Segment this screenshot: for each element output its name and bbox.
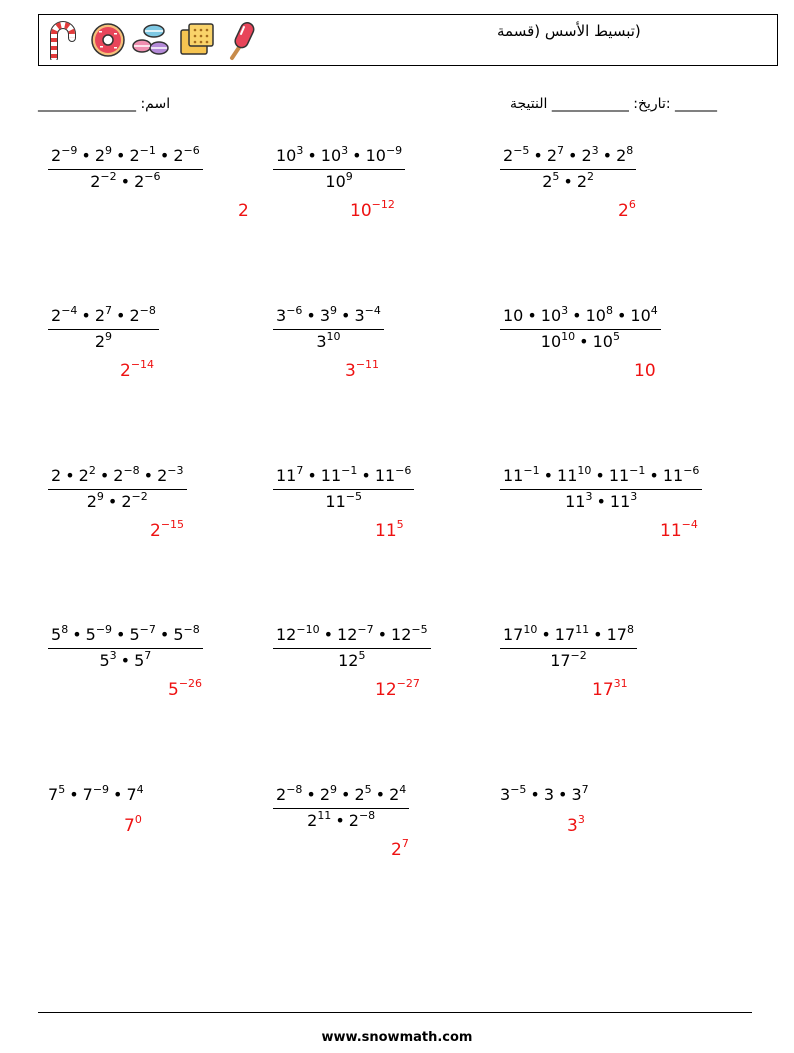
answer-8: $11^5$ <box>375 518 404 541</box>
popsicle-icon <box>226 20 260 62</box>
numerator <box>48 146 203 169</box>
problem-11 <box>273 625 431 670</box>
answer-15: $3^3$ <box>567 813 585 836</box>
power-term: $2^9$ <box>94 330 113 351</box>
answer-3: $2^6$ <box>618 198 636 221</box>
power-term: $12^{-10}$ <box>276 623 320 644</box>
multiply-dot: • <box>120 172 131 191</box>
multiply-dot: • <box>81 306 91 325</box>
footer-divider <box>38 1012 752 1013</box>
power-term: $11^{-6}$ <box>662 464 700 485</box>
power-term: $2^{-8}$ <box>348 809 376 830</box>
power-term: $2^2$ <box>78 464 96 485</box>
numerator <box>273 785 409 808</box>
multiply-dot: • <box>69 785 79 804</box>
power-term: $17^{10}$ <box>503 623 538 644</box>
candy-cane-icon <box>44 20 78 60</box>
problem-10 <box>48 625 203 670</box>
expression <box>48 785 144 804</box>
power-term: $11^7$ <box>276 464 304 485</box>
power-term: $10^9$ <box>325 170 353 191</box>
problem-7 <box>48 466 187 511</box>
power-term: $3^7$ <box>571 783 589 804</box>
fraction <box>48 625 203 670</box>
numerator <box>273 146 405 169</box>
power-term: $10^{-9}$ <box>365 144 403 165</box>
macarons-icon <box>132 20 170 60</box>
power-term: $2^9$ <box>94 144 113 165</box>
multiply-dot: • <box>377 625 388 644</box>
multiply-dot: • <box>375 785 386 804</box>
denominator <box>500 169 636 191</box>
multiply-dot: • <box>323 625 334 644</box>
power-term: $7^{-9}$ <box>82 783 110 804</box>
multiply-dot: • <box>159 625 170 644</box>
power-term: $10^5$ <box>592 330 620 351</box>
donut-icon <box>90 20 126 60</box>
problem-9 <box>500 466 702 511</box>
numerator <box>273 306 384 329</box>
denominator <box>273 329 384 351</box>
problem-14 <box>273 785 409 830</box>
power-term: $5^8$ <box>51 623 69 644</box>
multiply-dot: • <box>306 306 316 325</box>
denominator <box>273 808 409 830</box>
multiply-dot: • <box>602 146 613 165</box>
numerator <box>500 625 637 648</box>
multiply-dot: • <box>616 306 627 325</box>
denominator <box>500 329 661 351</box>
power-term: $7^5$ <box>48 783 66 804</box>
multiply-dot: • <box>527 306 537 325</box>
power-term: $11^{10}$ <box>557 464 592 485</box>
fraction <box>48 466 187 511</box>
power-term: $2^{-8}$ <box>276 783 303 804</box>
fraction <box>273 466 414 511</box>
power-term: $2^{-6}$ <box>173 144 200 165</box>
power-term: $2^7$ <box>546 144 565 165</box>
power-term: $11^3$ <box>609 490 638 511</box>
problem-15 <box>500 785 589 804</box>
multiply-dot: • <box>568 146 578 165</box>
fraction <box>500 306 661 351</box>
fraction <box>500 146 636 191</box>
power-term: $5^7$ <box>134 649 152 670</box>
answer-6: 10 <box>634 361 656 381</box>
multiply-dot: • <box>116 306 126 325</box>
multiply-dot: • <box>593 625 603 644</box>
power-term: $12^{-7}$ <box>337 623 374 644</box>
power-term: $2^9$ <box>319 783 338 804</box>
power-term: $10^4$ <box>630 304 658 325</box>
answer-4: $2^{-14}$ <box>120 358 155 381</box>
multiply-dot: • <box>563 172 573 191</box>
power-term: 2 <box>51 466 62 485</box>
multiply-dot: • <box>572 306 582 325</box>
denominator <box>500 648 637 670</box>
power-term: $2^9$ <box>86 490 104 511</box>
footer-url[interactable]: www.snowmath.com <box>321 1030 473 1045</box>
multiply-dot: • <box>341 785 351 804</box>
multiply-dot: • <box>65 466 75 485</box>
power-term: $2^{-2}$ <box>90 170 117 191</box>
power-term: $17^{11}$ <box>554 623 590 644</box>
multiply-dot: • <box>541 625 551 644</box>
multiply-dot: • <box>352 146 362 165</box>
numerator <box>48 625 203 648</box>
power-term: 3 <box>543 785 555 804</box>
problem-12 <box>500 625 637 670</box>
power-term: $2^{-6}$ <box>134 170 161 191</box>
problem-6 <box>500 306 661 351</box>
power-term: $12^5$ <box>338 649 366 670</box>
fraction <box>500 466 702 511</box>
power-term: $10^3$ <box>276 144 304 165</box>
power-term: $2^2$ <box>576 170 595 191</box>
fraction <box>273 146 405 191</box>
power-term: $12^{-5}$ <box>391 623 428 644</box>
multiply-dot: • <box>596 492 606 511</box>
answer-2: $10^{-12}$ <box>350 198 395 221</box>
numerator <box>500 146 636 169</box>
denominator <box>48 169 203 191</box>
power-term: $3^9$ <box>319 304 338 325</box>
multiply-dot: • <box>579 332 589 351</box>
denominator <box>48 489 187 511</box>
fraction <box>273 785 409 830</box>
power-term: $7^4$ <box>126 783 144 804</box>
answer-11: $12^{-27}$ <box>375 677 420 700</box>
power-term: $2^{-5}$ <box>503 144 530 165</box>
power-term: $17^8$ <box>606 623 634 644</box>
power-term: $3^{-6}$ <box>276 304 303 325</box>
fraction <box>273 625 431 670</box>
problem-3 <box>500 146 636 191</box>
denominator <box>273 169 405 191</box>
answer-9: $11^{-4}$ <box>660 518 698 541</box>
problem-2 <box>273 146 405 191</box>
name-field: اسم: ______________ <box>38 96 171 112</box>
answer-1: 2 <box>238 201 249 221</box>
multiply-dot: • <box>72 625 82 644</box>
power-term: $11^{-6}$ <box>374 464 412 485</box>
multiply-dot: • <box>361 466 371 485</box>
problem-5 <box>273 306 384 351</box>
power-term: $17^{-2}$ <box>550 649 587 670</box>
power-term: $2^7$ <box>94 304 113 325</box>
power-term: $5^3$ <box>99 649 117 670</box>
multiply-dot: • <box>558 785 568 804</box>
power-term: $3^{-5}$ <box>500 783 527 804</box>
power-term: $11^{-5}$ <box>325 490 362 511</box>
power-term: $11^3$ <box>565 490 593 511</box>
expression <box>500 785 589 804</box>
numerator <box>273 625 431 648</box>
date-score-field: ______ :تاريخ: ___________ النتيجة <box>510 96 718 112</box>
worksheet-title: (تبسيط الأسس (قسمة <box>497 22 641 40</box>
fraction <box>273 306 384 351</box>
problem-13 <box>48 785 144 804</box>
multiply-dot: • <box>530 785 540 804</box>
denominator <box>500 489 702 511</box>
fraction <box>48 146 203 191</box>
power-term: $11^{-1}$ <box>608 464 646 485</box>
power-term: $2^{-2}$ <box>121 490 148 511</box>
power-term: $2^4$ <box>389 783 407 804</box>
power-term: $10^3$ <box>320 144 349 165</box>
denominator <box>48 648 203 670</box>
multiply-dot: • <box>120 651 131 670</box>
answer-14: $2^7$ <box>391 837 409 860</box>
power-term: $2^5$ <box>542 170 560 191</box>
multiply-dot: • <box>306 785 316 804</box>
multiply-dot: • <box>307 146 317 165</box>
multiply-dot: • <box>543 466 554 485</box>
power-term: $11^{-1}$ <box>320 464 358 485</box>
power-term: $3^{10}$ <box>316 330 341 351</box>
power-term: $2^{-1}$ <box>129 144 156 165</box>
power-term: $5^{-8}$ <box>173 623 200 644</box>
answer-13: $7^0$ <box>124 813 142 836</box>
denominator <box>273 489 414 511</box>
answer-5: $3^{-11}$ <box>345 358 380 381</box>
numerator <box>48 306 159 329</box>
multiply-dot: • <box>116 625 126 644</box>
numerator <box>273 466 414 489</box>
power-term: $11^{-1}$ <box>503 464 540 485</box>
numerator <box>48 466 187 489</box>
problem-1 <box>48 146 203 191</box>
multiply-dot: • <box>116 146 126 165</box>
answer-12: $17^{31}$ <box>592 677 628 700</box>
power-term: $2^{-8}$ <box>129 304 156 325</box>
power-term: $2^5$ <box>354 783 372 804</box>
fraction <box>48 306 159 351</box>
multiply-dot: • <box>341 306 351 325</box>
multiply-dot: • <box>595 466 605 485</box>
power-term: $2^{-8}$ <box>113 464 140 485</box>
denominator <box>273 648 431 670</box>
power-term: $2^3$ <box>581 144 599 165</box>
multiply-dot: • <box>113 785 123 804</box>
problem-8 <box>273 466 414 511</box>
denominator <box>48 329 159 351</box>
power-term: $2^{-3}$ <box>157 464 184 485</box>
multiply-dot: • <box>307 466 317 485</box>
power-term: $3^{-4}$ <box>354 304 381 325</box>
power-term: $2^{-4}$ <box>51 304 78 325</box>
multiply-dot: • <box>99 466 110 485</box>
fraction <box>500 625 637 670</box>
numerator <box>500 466 702 489</box>
numerator <box>500 306 661 329</box>
answer-7: $2^{-15}$ <box>150 518 185 541</box>
multiply-dot: • <box>335 811 345 830</box>
power-term: $2^{-9}$ <box>51 144 78 165</box>
biscuit-icon <box>178 20 216 60</box>
problem-4 <box>48 306 159 351</box>
power-term: $10^8$ <box>585 304 613 325</box>
power-term: $5^{-9}$ <box>85 623 113 644</box>
multiply-dot: • <box>159 146 170 165</box>
power-term: $10^3$ <box>540 304 569 325</box>
power-term: $5^{-7}$ <box>129 623 156 644</box>
power-term: 10 <box>503 306 524 325</box>
power-term: $2^8$ <box>616 144 634 165</box>
power-term: $10^{10}$ <box>540 330 576 351</box>
multiply-dot: • <box>649 466 659 485</box>
multiply-dot: • <box>107 492 118 511</box>
multiply-dot: • <box>81 146 91 165</box>
multiply-dot: • <box>533 146 543 165</box>
power-term: $2^{11}$ <box>307 809 332 830</box>
multiply-dot: • <box>143 466 154 485</box>
answer-10: $5^{-26}$ <box>168 677 203 700</box>
